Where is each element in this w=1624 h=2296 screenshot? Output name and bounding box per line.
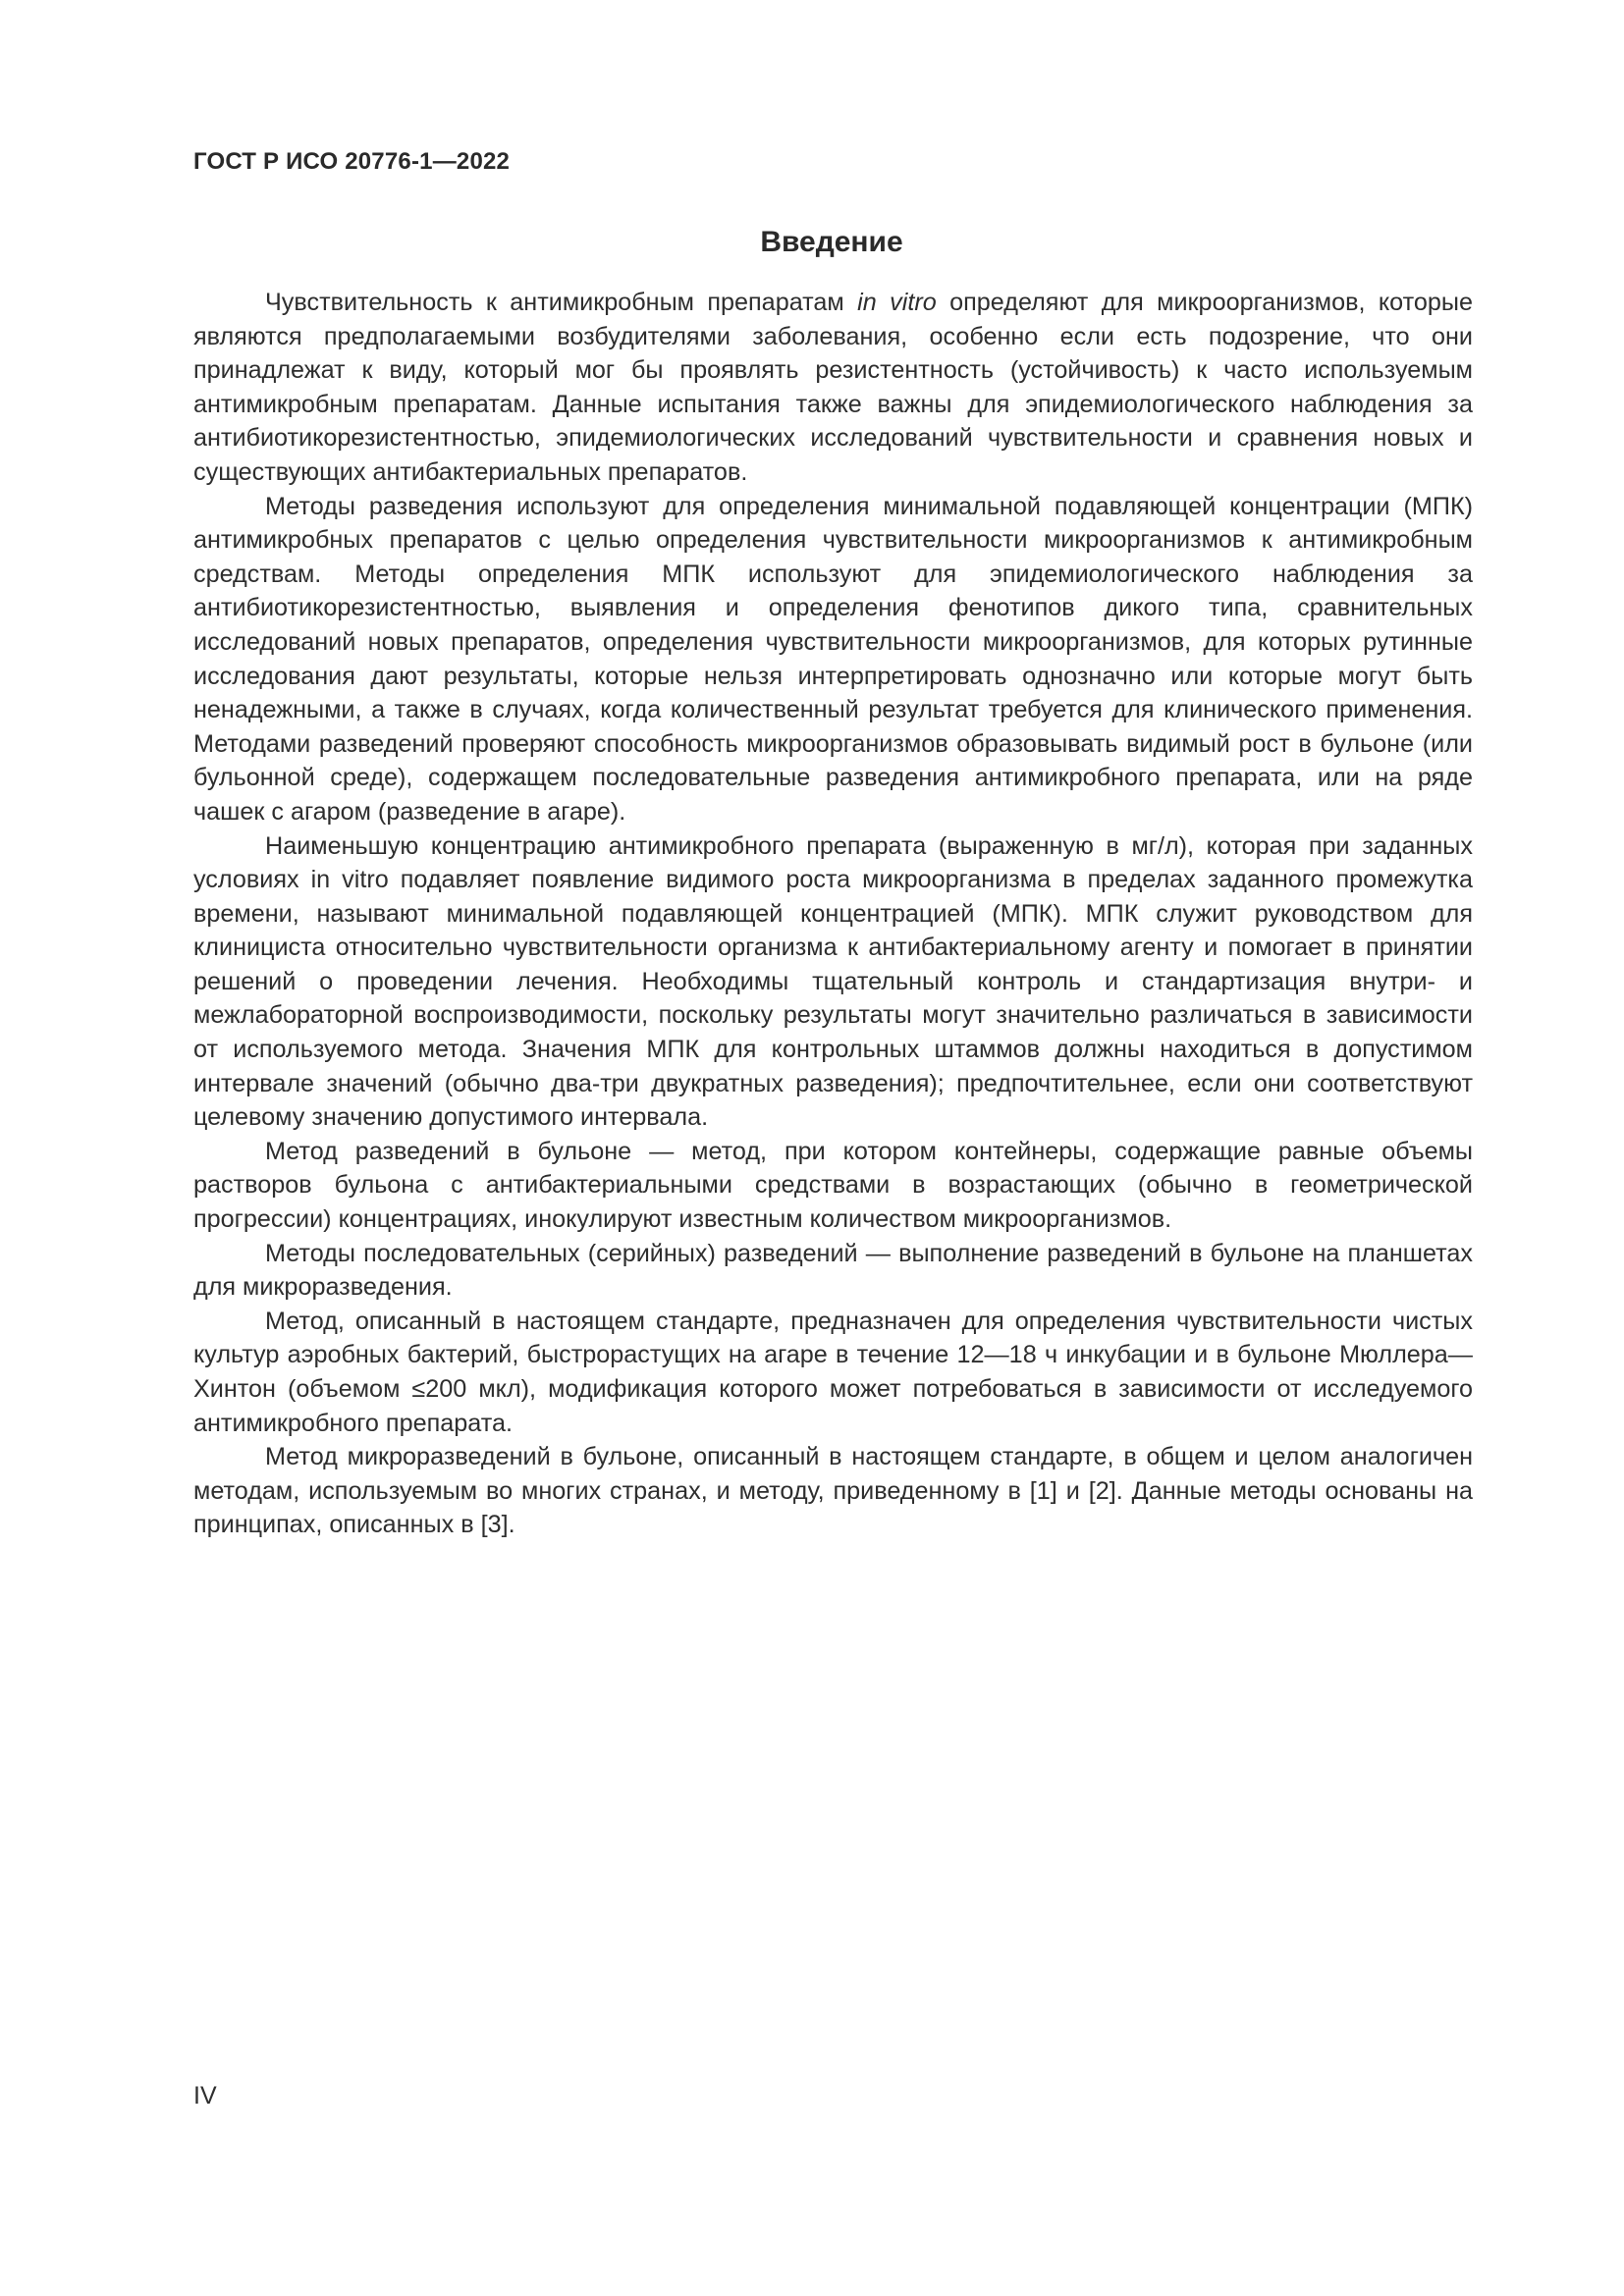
document-code: ГОСТ Р ИСО 20776-1—2022 — [193, 148, 511, 175]
paragraph-4: Метод разведений в бульоне — метод, при котором контейнеры, содержащие равные объемы растворов бульона с антибактериальными средствами в возрастающих (обычно в геометрической прогрессии) концентрациях, инокулируют известным количеством микроорганизмов. — [193, 1137, 1473, 1234]
section-body — [193, 286, 1473, 1542]
paragraph-6: Метод, описанный в настоящем стандарте, предназначен для определения чувствительности чистых культур аэробных бактерий, быстрорастущих на агаре в течение 12—18 ч инкубации и в бульоне Мюллера—Хинтон (объемом ≤200 мкл), модификация которого может потребоваться в зависимости от исследуемого антимикробного препарата. — [193, 1307, 1473, 1437]
paragraph-5: Методы последовательных (серийных) разведений — выполнение разведений в бульоне на планшетах для микроразведения. — [193, 1239, 1473, 1302]
page-number: IV — [193, 2082, 217, 2109]
paragraph-1-end: определяют для микроорганизмов, которые являются предполагаемыми возбудителями заболевания, особенно если есть подозрение, что они принадлежат к виду, который мог бы проявлять резистентность (устойчивость) к часто используемым антимикробным препаратам. Данные испытания также важны для эпидемиологического наблюдения за антибиотикорезистентностью, эпидемиологических исследований чувствительности и сравнения новых и существующих антибактериальных препаратов. — [193, 289, 1473, 486]
paragraph-1-start: Чувствительность к антимикробным препаратам — [265, 289, 858, 316]
paragraph-1-emphasis: in vitro — [857, 289, 937, 316]
paragraph-3: Наименьшую концентрацию антимикробного препарата (выраженную в мг/л), которая при заданных условиях in vitro подавляет появление видимого роста микроорганизма в пределах заданного промежутка времени, называют минимальной подавляющей концентрацией (МПК). МПК служит руководством для клинициста относительно чувствительности организма к антибактериальному агенту и помогает в принятии решений о проведении лечения. Необходимы тщательный контроль и стандартизация внутри- и межлабораторной воспроизводимости, поскольку результаты могут значительно различаться в зависимости от используемого метода. Значения МПК для контрольных штаммов должны находиться в допустимом интервале значений (обычно два-три двукратных разведения); предпочтительнее, если они соответствуют целевому значению допустимого интервала. — [193, 831, 1473, 1132]
section-title: Введение — [760, 226, 903, 258]
paragraph-2: Методы разведения используют для определения минимальной подавляющей концентрации (МПК) антимикробных препаратов с целью определения чувствительности микроорганизмов к антимикробным средствам. Методы определения МПК используют для эпидемиологического наблюдения за антибиотикорезистентностью, выявления и определения фенотипов дикого типа, сравнительных исследований новых препаратов, определения чувствительности микроорганизмов, для которых рутинные исследования дают результаты, которые нельзя интерпретировать однозначно или которые могут быть ненадежными, а также в случаях, когда количественный результат требуется для клинического применения. Методами разведений проверяют способность микроорганизмов образовывать видимый рост в бульоне (или бульонной среде), содержащем последовательные разведения антимикробного препарата, или на ряде чашек с агаром (разведение в агаре). — [193, 492, 1473, 826]
paragraph-7: Метод микроразведений в бульоне, описанный в настоящем стандарте, в общем и целом аналогичен методам, используемым во многих странах, и методу, приведенному в [1] и [2]. Данные методы основаны на принципах, описанных в [3]. — [193, 1443, 1473, 1539]
paragraph-1 — [193, 286, 1473, 490]
